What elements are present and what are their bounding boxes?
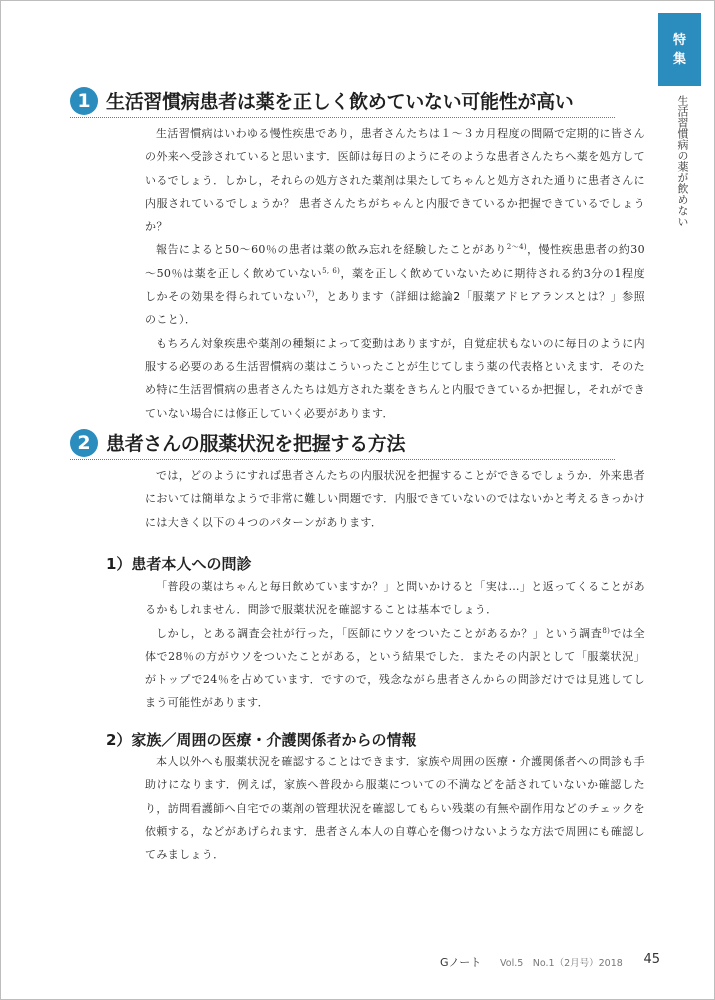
section-1-number: 1: [70, 87, 98, 115]
subsection-2-title: 2）家族／周囲の医療・介護関係者からの情報: [106, 731, 417, 749]
overview-reference-link[interactable]: 総論2「服薬アドヒアランスとは？」: [430, 290, 623, 304]
section-1-title: 生活習慣病患者は薬を正しく飲めていない可能性が高い: [106, 91, 574, 113]
section-1-paragraph-3: もちろん対象疾患や薬剤の種類によって変動はありますが，自覚症状もないのに毎日のように内服する必要のある生活習慣病の薬はこういったことが生じてしまう薬の代表格といえます．そのため特に生活習慣病の患者さんたちは処方された薬をきちんと内服できているか把握し，それができていない場合には修正していく必要があります．: [145, 336, 645, 420]
section-2-heading: [70, 426, 615, 460]
running-title: 生活習慣病の薬が飲めない: [676, 95, 689, 227]
section-2-body: [145, 464, 645, 534]
section-2-title: 患者さんの服薬状況を把握する方法: [106, 433, 406, 455]
subsection-2-body: [145, 750, 645, 866]
subsection-1-title: 1）患者本人への問診: [106, 555, 252, 573]
section-2-paragraph-1: では，どのようにすれば患者さんたちの内服状況を把握することができるでしょうか．外来患者においては簡単なようで非常に難しい問題です．内服できていないのではないかと考えるきっかけには大きく以下の４つのパターンがあります．: [145, 469, 645, 529]
section-1-body: [145, 122, 645, 425]
page-number: 45: [643, 952, 660, 967]
page-footer: [440, 952, 660, 970]
section-2-number: 2: [70, 429, 98, 457]
magazine-name: Gノート: [440, 956, 482, 969]
subsection-2-paragraph-1: 本人以外へも服薬状況を確認することはできます．家族や周囲の医療・介護関係者への問診も手助けになります．例えば，家族へ普段から服薬についての不満などを話されていないか確認したり，訪問看護師へ自宅での薬剤の管理状況を確認してもらい残薬の有無や副作用などのチェックを依頼する，などがあげられます．患者さん本人の自尊心を傷つけないような方法で周囲にも確認してみましょう．: [145, 755, 645, 862]
section-1-paragraph-2: 報告によると50～60％の患者は薬の飲み忘れを経験したことがあり$^{2\sim 4)}$，慢性疾患患者の約30～50％は薬を正しく飲めていない$^{5, 6)}$，薬を正しく飲めていないために期待される約3分の1程度しかその効果を得られていない$^{7)}$，とあります（詳細は総論2「服薬アドヒアランスとは？」参照のこと）．: [145, 243, 646, 327]
feature-tab-label-1: 特: [672, 32, 686, 48]
feature-tab-label-2: 集: [672, 51, 686, 67]
subsection-1-body: [145, 575, 645, 715]
subsection-1-paragraph-2: しかし，とある調査会社が行った，「医師にウソをついたことがあるか？」という調査$^{8)}$では全体で28％の方がウソをついたことがある，という結果でした．またその内訳として「服薬状況」がトップで24％を占めています．ですので，残念ながら患者さんからの問診だけでは見逃してしまう可能性があります．: [145, 626, 645, 710]
feature-tab: [658, 13, 701, 86]
issue-info: Vol.5 No.1（2月号）2018: [500, 958, 623, 969]
section-1-paragraph-1: 生活習慣病はいわゆる慢性疾患であり，患者さんたちは１～３カ月程度の間隔で定期的に皆さんの外来へ受診されていると思います．医師は毎日のようにそのような患者さんたちへ薬を処方しているでしょう．しかし，それらの処方された薬剤は果たしてちゃんと処方された通りに患者さんに内服されているでしょうか？ 患者さんたちがちゃんと内服できているか把握できているでしょうか？: [145, 127, 645, 234]
section-1-heading: [70, 84, 615, 118]
subsection-1-paragraph-1: 「普段の薬はちゃんと毎日飲めていますか？」と問いかけると「実は…」と返ってくることがあるかもしれません．問診で服薬状況を確認することは基本でしょう．: [145, 580, 645, 617]
